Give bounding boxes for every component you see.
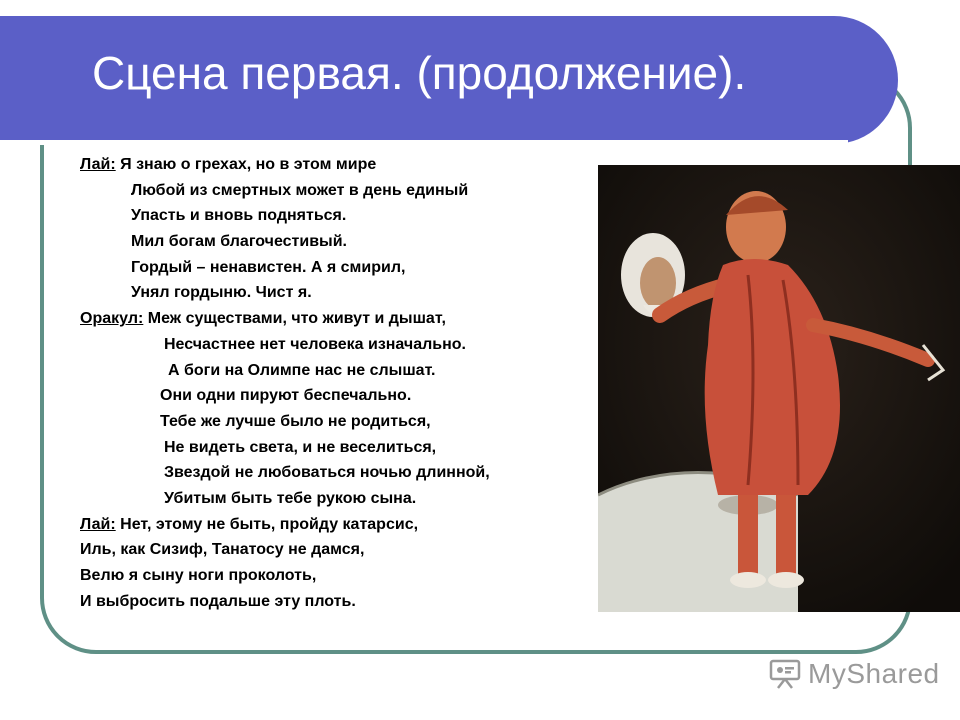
- poem-line: Мил богам благочестивый.: [131, 233, 347, 251]
- poem-line: Гордый – ненавистен. А я смирил,: [131, 258, 406, 276]
- speaker-label: Лай:: [80, 515, 116, 533]
- poem-line: Упасть и вновь подняться.: [131, 207, 347, 225]
- poem-line: А боги на Олимпе нас не слышат.: [168, 361, 436, 379]
- myshared-watermark: [768, 656, 940, 692]
- poem-line: Оракул: Меж существами, что живут и дышат,: [80, 310, 446, 328]
- poem-line: И выбросить подальше эту плоть.: [80, 592, 356, 610]
- poem-line: Они одни пируют беспечально.: [160, 387, 412, 405]
- poem-line: Унял гордыню. Чист я.: [131, 284, 312, 302]
- poem-line: Тебе же лучше было не родиться,: [160, 412, 431, 430]
- presentation-board-icon: [768, 657, 802, 691]
- poem-line: Любой из смертных может в день единый: [131, 181, 469, 199]
- poem-text: [80, 152, 610, 614]
- slide-title: Сцена первая. (продолжение).: [92, 47, 747, 99]
- poem-line: Лай: Нет, этому не быть, пройду катарсис,: [80, 515, 419, 533]
- poem-line: Иль, как Сизиф, Танатосу не дамся,: [80, 541, 365, 559]
- watermark-text: MyShared: [808, 658, 940, 689]
- speaker-label: Оракул:: [80, 310, 144, 328]
- speaker-label: Лай:: [80, 156, 116, 173]
- title-underline: [0, 140, 848, 145]
- title-bar: [0, 16, 898, 144]
- poem-line: Велю я сыну ноги проколоть,: [80, 567, 317, 584]
- painting-illustration: [598, 165, 960, 612]
- greek-vase-painting: [598, 165, 960, 612]
- poem-line: Лай: Я знаю о грехах, но в этом мире: [80, 156, 377, 173]
- poem-line: Убитым быть тебе рукою сына.: [164, 489, 417, 507]
- poem-line: Несчастнее нет человека изначально.: [164, 335, 466, 353]
- poem-line: Не видеть света, и не веселиться,: [164, 438, 437, 456]
- poem-line: Звездой не любоваться ночью длинной,: [164, 464, 490, 482]
